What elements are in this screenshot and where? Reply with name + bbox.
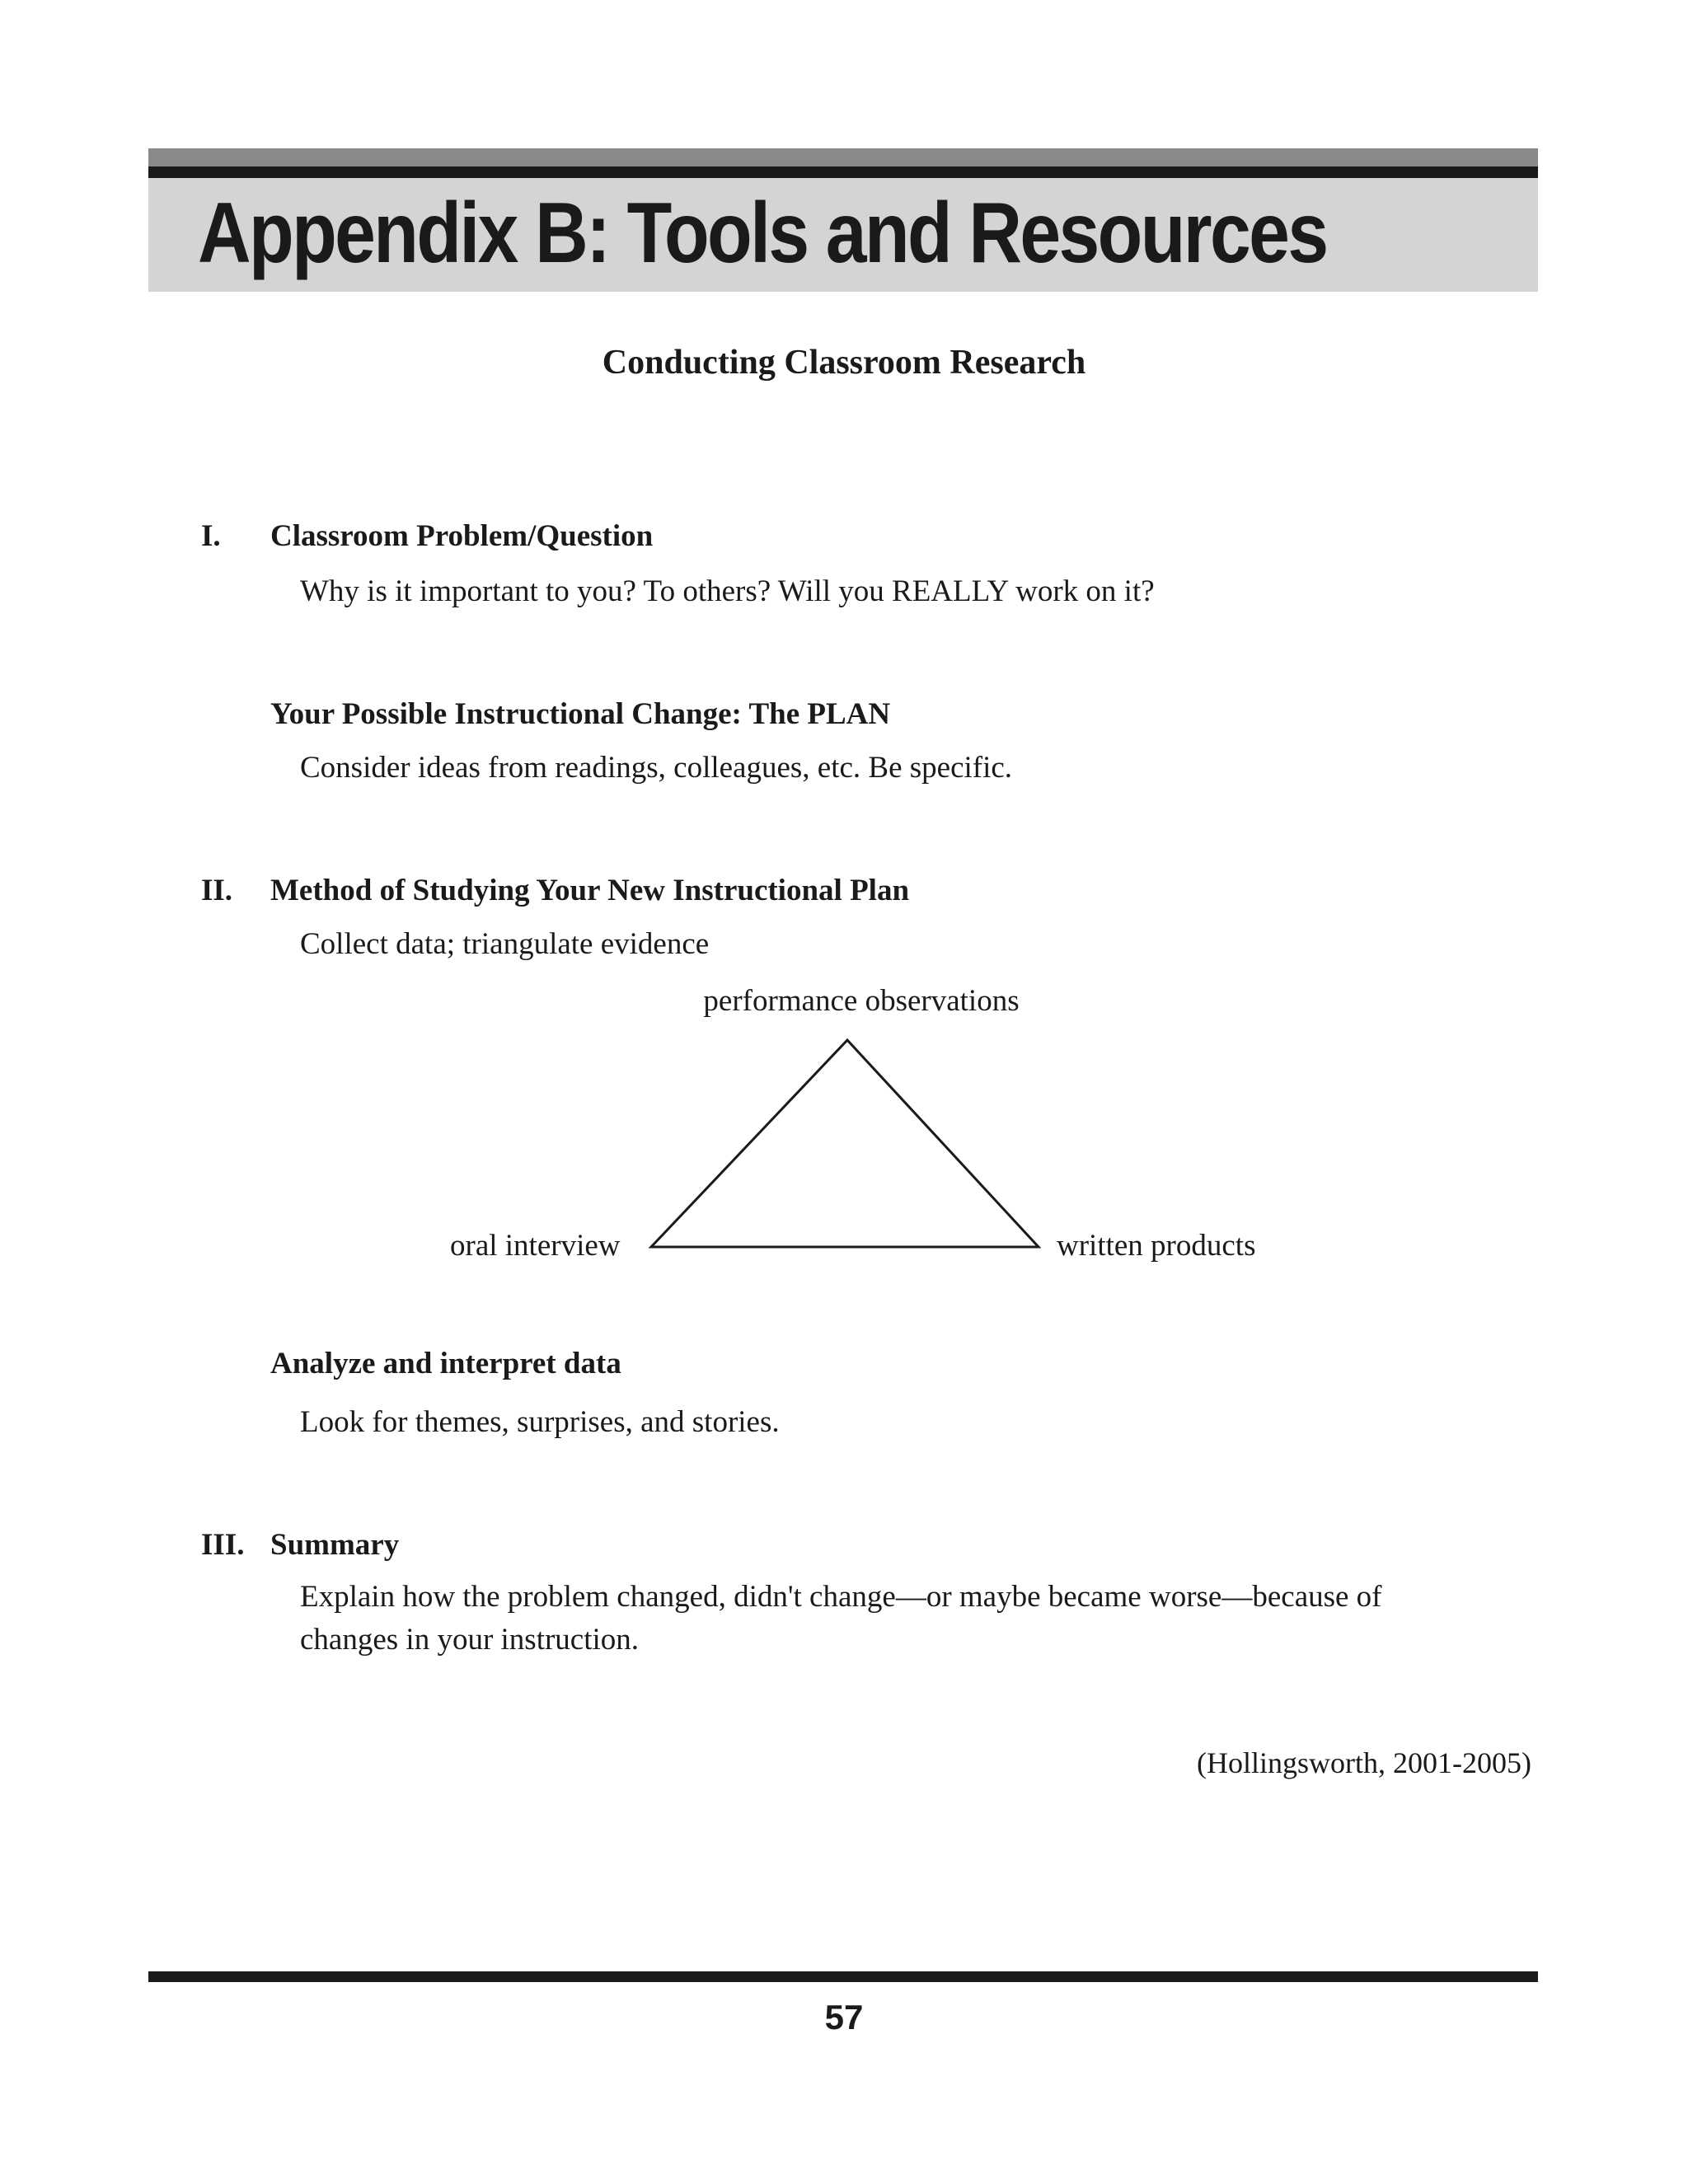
section-text-summary-line-1: Explain how the problem changed, didn't change—or maybe became worse—because of <box>300 1580 1382 1614</box>
page-number: 57 <box>824 1998 864 2036</box>
header-bar-black <box>148 166 1538 178</box>
triangle-top-label: performance observations <box>703 984 1020 1018</box>
section-numeral-3: III. <box>201 1528 245 1562</box>
section-text-method: Collect data; triangulate evidence <box>300 927 710 961</box>
footer-rule <box>148 1971 1538 1982</box>
triangle-right-label: written products <box>1057 1229 1256 1263</box>
section-heading-summary: Summary <box>270 1528 400 1562</box>
document-title: Conducting Classroom Research <box>602 344 1086 382</box>
header-bar-gray <box>148 148 1538 166</box>
triangle-left-label: oral interview <box>450 1229 621 1263</box>
section-text-analyze: Look for themes, surprises, and stories. <box>300 1405 780 1439</box>
appendix-title: Appendix B: Tools and Resources <box>198 185 1327 281</box>
section-text-summary-line-2: changes in your instruction. <box>300 1623 640 1657</box>
triangulation-triangle <box>635 1030 1047 1261</box>
section-heading-problem: Classroom Problem/Question <box>270 519 654 553</box>
section-numeral-2: II. <box>201 874 233 907</box>
section-text-plan: Consider ideas from readings, colleagues, etc. Be specific. <box>300 751 1013 785</box>
section-heading-plan: Your Possible Instructional Change: The PLAN <box>270 697 891 731</box>
citation: (Hollingsworth, 2001-2005) <box>1197 1746 1531 1779</box>
section-numeral-1: I. <box>201 519 221 553</box>
section-heading-method: Method of Studying Your New Instructional Plan <box>270 874 910 907</box>
section-heading-analyze: Analyze and interpret data <box>270 1347 621 1380</box>
section-text-problem: Why is it important to you? To others? Will you REALLY work on it? <box>300 574 1155 608</box>
